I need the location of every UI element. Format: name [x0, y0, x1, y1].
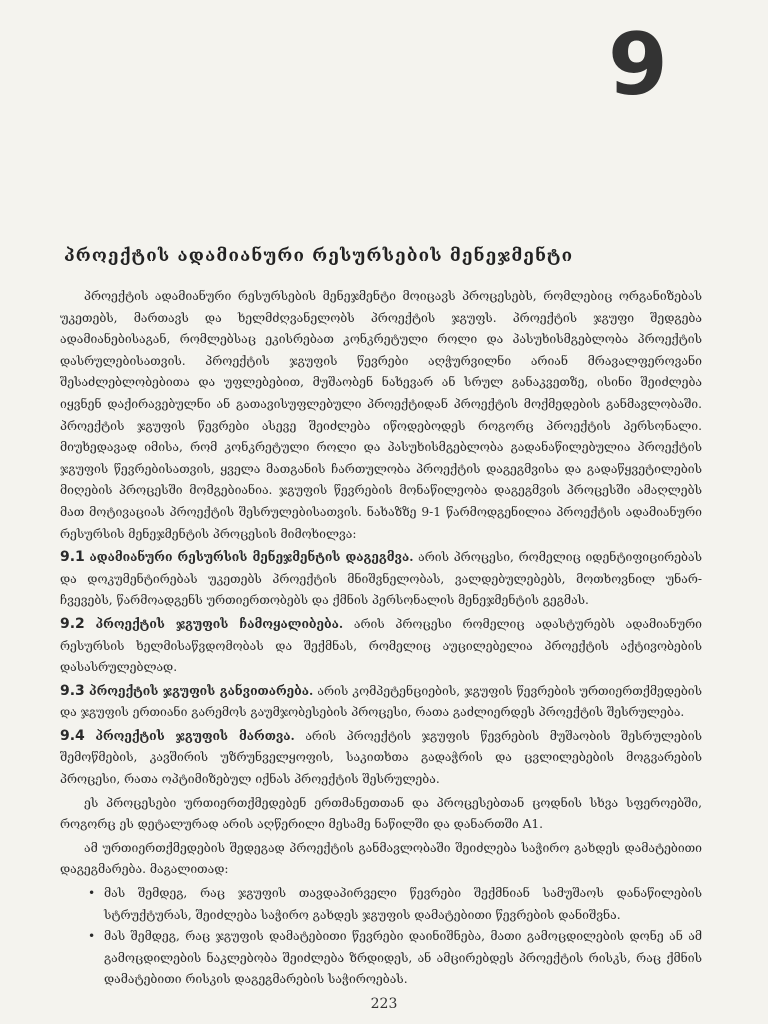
- bullet-list: [60, 883, 702, 991]
- bullet-item: • მას შემდეგ, რაც ჯგუფის თავდაპირველი წევრები შექმნიან სამუშაოს დანაწილების სტრუქტურას, შეიძლება საჭირო გახდეს ჯგუფის დამატებითი წევრების დანიშვნა.: [88, 883, 702, 926]
- process-text: არის კომპეტენციების, ჯგუფის წევრების ურთიერთქმედების და ჯგუფის ერთიანი გარემოს გაუმჯობესების პროცესი, რათა გაძლიერდეს პროექტის შესრულება.: [60, 683, 703, 720]
- paragraph: ამ ურთიერთქმედების შედეგად პროექტის განმავლობაში შეიძლება საჭირო გახდეს დამატებითი დაგეგმარება. მაგალითად:: [60, 840, 702, 877]
- intro-paragraph: პროექტის ადამიანური რესურსების მენეჯმენტი მოიცავს პროცესებს, რომლებიც ორგანიზებას უკეთებს, მართავს და ხელმძღვანელობს პროექტის ჯგუფს. პროექტის ჯგუფი შედგება ადამიანებისაგან, რომლებსაც ეკისრებათ კონკრეტული როლი და პასუხისმგებლობა პროექტის დასრულებისათვის. პროექტის ჯგუფის წევრები აღჭურვილნი არიან მრავალფეროვანი შესაძლებლობებითა და უფლებებით, მუშაობენ ნახევარ ან სრულ განაკვეთზე, ისინი შეიძლება იყვნენ დაქირავებულნი ან გათავისუფლებული პროექტიდან პროექტის მოქმედების განმავლობაში. პროექტის ჯგუფის წევრები ასევე შეიძლება იწოდებოდეს როგორც პროექტის პერსონალი. მიუხედავად იმისა, რომ კონკრეტული როლი და პასუხისმგებლობა გადანაწილებულია პროექტის ჯგუფის წევრებისათვის, ყველა მათგანის ჩართულობა პროექტის დაგეგმვისა და გადაწყვეტილების მიღების პროცესში მომგებიანია. ჯგუფის წევრების მონაწილეობა დაგეგმვის პროცესში ამაღლებს მათ მოტივაციას პროექტის შესრულებისათვის. ნახაზზე 9-1 წარმოდგენილია პროექტის ადამიანური რესურსის მენეჯმენტის პროცესის მიმოხილვა:: [60, 289, 702, 541]
- chapter-title: პროექტის ადამიანური რესურსების მენეჯმენტი: [64, 246, 574, 266]
- process-term: პროექტის ჯგუფის განვითარება.: [88, 683, 314, 698]
- process-number: 9.1: [60, 549, 85, 566]
- chapter-number: 9: [608, 15, 668, 115]
- page-number: 223: [370, 996, 398, 1012]
- body-text: [60, 286, 702, 991]
- bullet-item: • მას შემდეგ, რაც ჯგუფის დამატებითი წევრები დაინიშნება, მათი გამოცდილების დონე ან ამ გამოცდილების ნაკლებობა შეიძლება ზრდიდეს, ან ამცირებდეს პროექტის რისკს, რაც ქმნის დამატებითი რისკის დაგეგმარების საჭიროებას.: [88, 926, 702, 991]
- process-term: პროექტის ჯგუფის ჩამოყალიბება.: [95, 616, 344, 631]
- process-number: 9.2: [60, 615, 85, 632]
- process-number: 9.3: [60, 682, 85, 699]
- paragraph: ეს პროცესები ურთიერთქმედებენ ერთმანეთთან და პროცესებთან ცოდნის სხვა სფეროებში, როგორც ეს დეტალურად არის აღწერილი მესამე ნაწილში და დანართში A1.: [60, 795, 702, 832]
- process-item: [60, 547, 702, 612]
- process-text: არის პროცესი, რომელიც იდენტიფიცირებას და დოკუმენტირებას უკეთებს პროექტის მნიშვნელობას, ვალდებულებებს, მოთხოვნილ უნარ-ჩვევებს, წარმოადგენს ურთიერთობებს და ქმნის პერსონალის მენეჯმენტის გეგმას.: [60, 550, 703, 608]
- process-item: [60, 726, 702, 791]
- process-item: [60, 681, 702, 724]
- process-number: 9.4: [60, 727, 85, 744]
- process-item: [60, 614, 702, 679]
- process-term: ადამიანური რესურსის მენეჯმენტის დაგეგმვა.: [89, 550, 414, 565]
- process-text: არის პროექტის ჯგუფის წევრების მუშაობის შესრულების შემოწმების, კავშირის უზრუნველყოფის, საკითხთა გადაჭრის და ცვლილებების მოგვარების პროცესი, რათა ოპტიმიზებულ იქნას პროექტის შესრულება.: [60, 728, 702, 787]
- process-term: პროექტის ჯგუფის მართვა.: [95, 728, 295, 743]
- process-text: არის პროცესი რომელიც ადასტურებს ადამიანური რესურსის ხელმისაწვდომობას და შექმნას, რომელიც აუცილებელია პროექტის აქტივობების დასასრულებლად.: [60, 616, 702, 675]
